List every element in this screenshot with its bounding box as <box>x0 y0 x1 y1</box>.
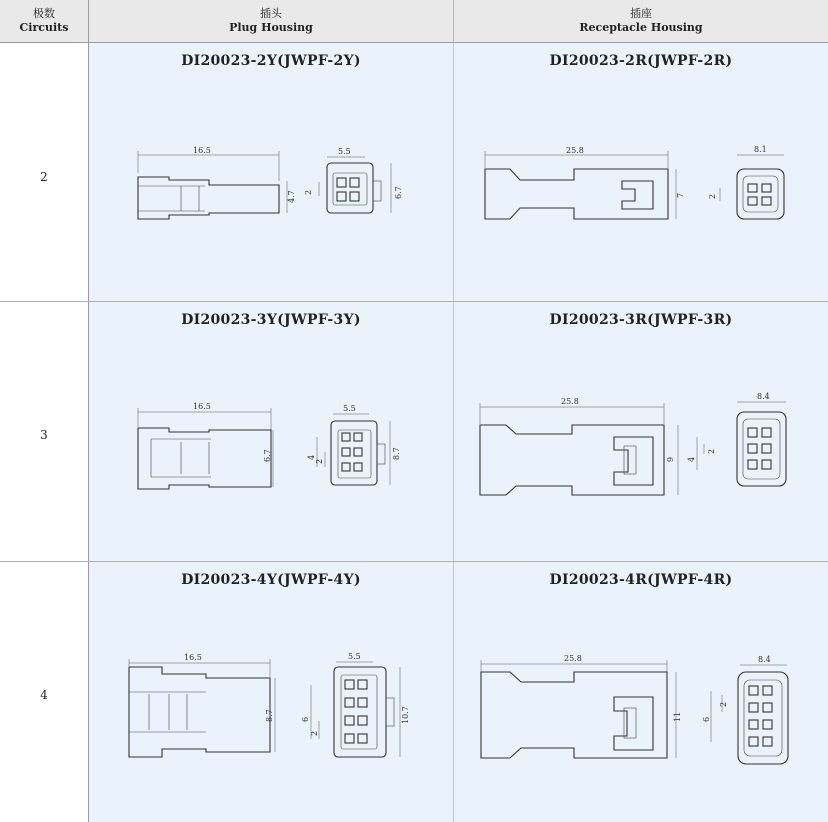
header-circuits <box>0 0 89 43</box>
plug-height-label: 6.7 <box>263 449 272 462</box>
plug-width-label: 5.5 <box>338 147 351 156</box>
receptacle-cell <box>454 562 828 822</box>
plug-length-label: 16.5 <box>184 653 202 662</box>
plug-length-label: 16.5 <box>193 146 211 155</box>
receptacle-drawing <box>454 562 828 822</box>
row-circuits-cell <box>0 302 89 561</box>
plug-width-label: 5.5 <box>343 404 356 413</box>
circuit-count: 2 <box>40 170 48 184</box>
row-circuits-cell <box>0 562 89 822</box>
plug-pitch-label: 2 <box>315 458 324 464</box>
circuit-count: 3 <box>40 428 48 442</box>
plug-part-number: DI20023-4Y(JWPF-4Y) <box>181 572 361 588</box>
plug-pitch-label: 2 <box>304 189 313 195</box>
plug-span-label: 4 <box>307 454 316 460</box>
header-receptacle-en: Receptacle Housing <box>579 21 703 34</box>
receptacle-cell <box>454 302 828 561</box>
plug-part-number: DI20023-2Y(JWPF-2Y) <box>181 53 361 69</box>
plug-pitch-label: 2 <box>310 730 319 736</box>
plug-front-height-label: 8.7 <box>392 447 401 460</box>
rec-width-label: 8.1 <box>754 145 767 154</box>
plug-cell <box>89 302 454 561</box>
rec-height-label: 11 <box>673 711 682 722</box>
plug-span-label: 6 <box>301 716 310 722</box>
plug-width-label: 5.5 <box>348 652 361 661</box>
header-circuits-cn: 极数 <box>33 7 55 20</box>
plug-drawing <box>89 302 453 561</box>
plug-length-label: 16.5 <box>193 402 211 411</box>
header-plug-en: Plug Housing <box>229 21 313 34</box>
rec-width-label: 8.4 <box>758 655 771 664</box>
plug-part-number: DI20023-3Y(JWPF-3Y) <box>181 312 361 328</box>
header-circuits-en: Circuits <box>19 21 69 34</box>
header-receptacle-cn: 插座 <box>630 7 652 20</box>
receptacle-part-number: DI20023-4R(JWPF-4R) <box>549 572 733 588</box>
plug-cell <box>89 43 454 301</box>
rec-span-label: 6 <box>702 716 711 722</box>
header-plug-cn: 插头 <box>260 7 282 20</box>
rec-height-label: 9 <box>666 456 675 462</box>
row-circuits-cell <box>0 43 89 301</box>
rec-length-label: 25.8 <box>566 146 584 155</box>
receptacle-part-number: DI20023-2R(JWPF-2R) <box>549 53 733 69</box>
circuit-count: 4 <box>40 688 48 702</box>
plug-front-height-label: 6.7 <box>394 186 403 199</box>
receptacle-drawing <box>454 43 828 301</box>
receptacle-drawing <box>454 302 828 561</box>
plug-front-height-label: 10.7 <box>401 706 410 724</box>
plug-cell <box>89 562 454 822</box>
receptacle-part-number: DI20023-3R(JWPF-3R) <box>549 312 733 328</box>
plug-drawing <box>89 562 453 822</box>
rec-length-label: 25.8 <box>564 654 582 663</box>
receptacle-cell <box>454 43 828 301</box>
rec-pitch-label: 2 <box>719 701 728 707</box>
rec-length-label: 25.8 <box>561 397 579 406</box>
plug-height-label: 8.7 <box>265 709 274 722</box>
plug-height-label: 4.7 <box>287 190 296 203</box>
rec-span-label: 4 <box>687 456 696 462</box>
header-plug-housing <box>89 0 454 43</box>
rec-pitch-label: 2 <box>707 448 716 454</box>
header-receptacle-housing <box>454 0 828 43</box>
plug-drawing <box>89 43 453 301</box>
rec-height-label: 7 <box>676 192 685 198</box>
rec-pitch-label: 2 <box>708 193 717 199</box>
rec-width-label: 8.4 <box>757 392 770 401</box>
